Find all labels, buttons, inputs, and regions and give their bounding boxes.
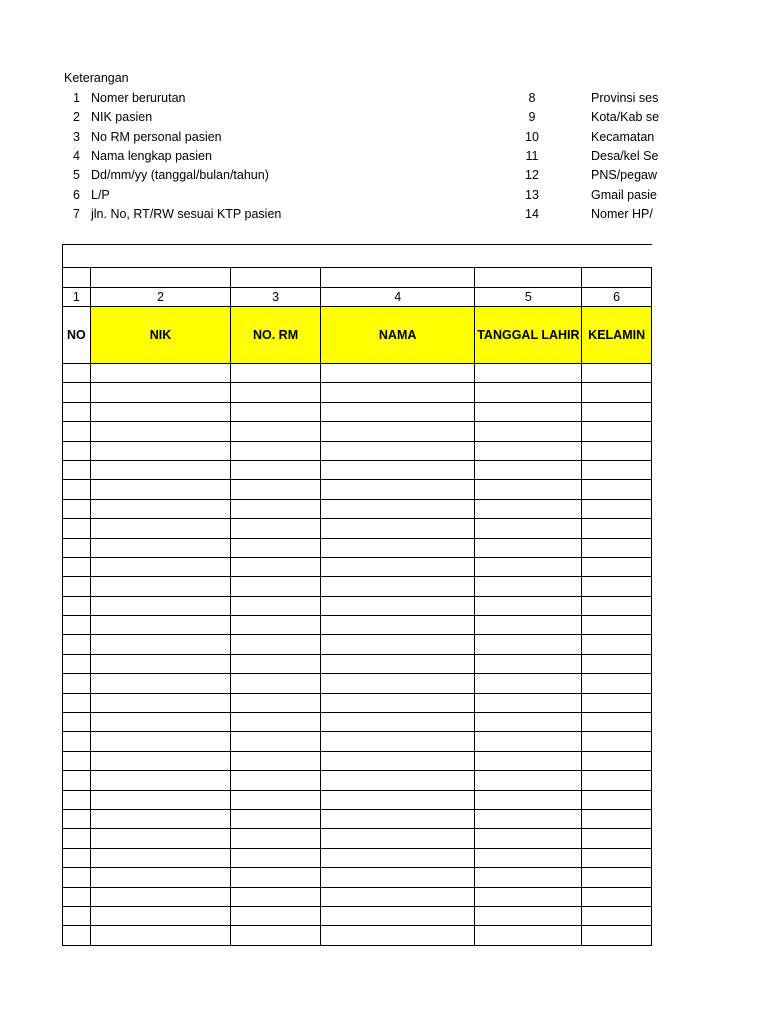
legend-item-text: Kecamatan	[591, 129, 655, 144]
table-cell[interactable]	[90, 402, 230, 421]
table-cell[interactable]	[90, 693, 230, 712]
table-cell[interactable]	[582, 674, 652, 693]
table-cell[interactable]	[231, 519, 321, 538]
legend-item-number: 7	[73, 206, 80, 221]
table-cell[interactable]	[231, 364, 321, 383]
table-cell[interactable]	[63, 809, 91, 828]
table-cell[interactable]	[231, 557, 321, 576]
table-cell[interactable]	[63, 848, 91, 867]
table-cell[interactable]	[582, 887, 652, 906]
table-row	[63, 829, 652, 848]
table-cell[interactable]	[475, 364, 582, 383]
header-kelamin[interactable]: KELAMIN	[582, 307, 652, 364]
table-cell[interactable]	[320, 268, 475, 288]
table-cell[interactable]	[63, 654, 91, 673]
table-row	[63, 751, 652, 770]
legend-item	[0, 89, 768, 108]
table-header-row	[63, 307, 652, 364]
table-cell[interactable]	[231, 383, 321, 402]
table-cell[interactable]	[320, 809, 475, 828]
column-number[interactable]: 5	[475, 288, 582, 307]
table-row	[63, 480, 652, 499]
table-cell[interactable]	[320, 364, 475, 383]
table-cell[interactable]	[320, 635, 475, 654]
table-cell[interactable]	[320, 732, 475, 751]
table-cell[interactable]	[320, 557, 475, 576]
table-cell[interactable]	[231, 538, 321, 557]
table-cell[interactable]	[320, 577, 475, 596]
table-cell[interactable]	[90, 383, 230, 402]
table-cell[interactable]	[63, 538, 91, 557]
legend-clip	[0, 0, 660, 230]
table-cell[interactable]	[475, 499, 582, 518]
legend-item-text: Desa/kel Se	[591, 148, 659, 163]
legend-item-number: 13	[525, 187, 539, 202]
table-cell[interactable]	[582, 906, 652, 925]
table-cell[interactable]	[320, 906, 475, 925]
table-cell[interactable]	[63, 268, 91, 288]
table-row	[63, 364, 652, 383]
table-cell[interactable]	[475, 441, 582, 460]
table-cell[interactable]	[582, 383, 652, 402]
table-cell[interactable]	[320, 926, 475, 945]
table-cell[interactable]	[63, 383, 91, 402]
table-cell[interactable]	[582, 422, 652, 441]
header-nik[interactable]: NIK	[90, 307, 230, 364]
table-row	[63, 732, 652, 751]
table-cell[interactable]	[231, 887, 321, 906]
legend-item	[0, 147, 768, 166]
table-cell[interactable]	[231, 268, 321, 288]
table-cell[interactable]	[63, 441, 91, 460]
table-cell[interactable]	[320, 596, 475, 615]
legend-item-text: L/P	[91, 187, 110, 202]
legend-item-text: Kota/Kab se	[591, 110, 660, 125]
table-cell[interactable]	[582, 926, 652, 945]
table-cell[interactable]	[475, 868, 582, 887]
table-cell[interactable]	[475, 906, 582, 925]
table-cell[interactable]	[90, 848, 230, 867]
table-cell[interactable]	[231, 635, 321, 654]
table-cell[interactable]	[582, 499, 652, 518]
table-cell[interactable]	[582, 790, 652, 809]
table-cell[interactable]	[475, 887, 582, 906]
table-cell[interactable]	[320, 383, 475, 402]
table-cell[interactable]	[475, 674, 582, 693]
table-cell[interactable]	[320, 616, 475, 635]
table-cell[interactable]	[90, 441, 230, 460]
table-cell[interactable]	[320, 771, 475, 790]
table-title-cell[interactable]	[63, 245, 652, 268]
table-row	[63, 616, 652, 635]
table-cell[interactable]	[90, 654, 230, 673]
table-row	[63, 402, 652, 421]
legend-section	[0, 0, 768, 230]
table-cell[interactable]	[320, 713, 475, 732]
table-cell[interactable]	[90, 499, 230, 518]
table-cell[interactable]	[90, 596, 230, 615]
legend-item-text: PNS/pegaw	[591, 168, 658, 183]
legend-item-number: 11	[525, 148, 539, 163]
table-cell[interactable]	[63, 887, 91, 906]
table-cell[interactable]	[475, 402, 582, 421]
table-cell[interactable]	[475, 596, 582, 615]
table-cell[interactable]	[320, 422, 475, 441]
table-cell[interactable]	[582, 538, 652, 557]
legend-item-text: Provinsi ses	[591, 91, 659, 105]
table-cell[interactable]	[63, 829, 91, 848]
table-cell[interactable]	[475, 480, 582, 499]
table-cell[interactable]	[63, 596, 91, 615]
table-cell[interactable]	[475, 809, 582, 828]
table-cell[interactable]	[90, 674, 230, 693]
header-nama[interactable]: NAMA	[320, 307, 475, 364]
table-cell[interactable]	[320, 402, 475, 421]
table-cell[interactable]	[90, 577, 230, 596]
table-cell[interactable]	[320, 848, 475, 867]
table-cell[interactable]	[63, 713, 91, 732]
column-number[interactable]: 3	[231, 288, 321, 307]
legend-item-number: 4	[73, 148, 80, 163]
table-cell[interactable]	[320, 674, 475, 693]
table-cell[interactable]	[475, 713, 582, 732]
table-cell[interactable]	[320, 499, 475, 518]
table-row	[63, 713, 652, 732]
column-number[interactable]: 2	[90, 288, 230, 307]
table-cell[interactable]	[90, 751, 230, 770]
legend-item-number: 1	[73, 91, 80, 105]
table-cell[interactable]	[582, 268, 652, 288]
table-cell[interactable]	[582, 654, 652, 673]
table-cell[interactable]	[231, 868, 321, 887]
table-cell[interactable]	[90, 829, 230, 848]
table-cell[interactable]	[63, 693, 91, 712]
table-cell[interactable]	[475, 538, 582, 557]
table-cell[interactable]	[320, 829, 475, 848]
table-cell[interactable]	[231, 499, 321, 518]
table-cell[interactable]	[90, 732, 230, 751]
table-cell[interactable]	[475, 751, 582, 770]
legend-item-text: Nama lengkap pasien	[91, 148, 212, 163]
legend-item	[0, 166, 768, 185]
table-row	[63, 848, 652, 867]
table-cell[interactable]	[320, 693, 475, 712]
table-row	[63, 693, 652, 712]
column-number[interactable]: 1	[63, 288, 91, 307]
table-cell[interactable]	[63, 926, 91, 945]
table-cell[interactable]	[582, 809, 652, 828]
table-row	[63, 887, 652, 906]
table-cell[interactable]	[231, 616, 321, 635]
legend-item-number: 5	[73, 168, 80, 183]
table-cell[interactable]	[475, 268, 582, 288]
table-cell[interactable]	[582, 713, 652, 732]
table-cell[interactable]	[475, 519, 582, 538]
table-cell[interactable]	[320, 460, 475, 479]
table-cell[interactable]	[475, 654, 582, 673]
table-cell[interactable]	[582, 635, 652, 654]
table-cell[interactable]	[320, 480, 475, 499]
table-cell[interactable]	[582, 596, 652, 615]
table-cell[interactable]	[582, 402, 652, 421]
legend-item	[0, 108, 768, 127]
table-cell[interactable]	[582, 557, 652, 576]
table-cell[interactable]	[63, 460, 91, 479]
table-row	[63, 809, 652, 828]
table-cell[interactable]	[582, 441, 652, 460]
table-cell[interactable]	[231, 402, 321, 421]
table-cell[interactable]	[231, 926, 321, 945]
table-cell[interactable]	[475, 635, 582, 654]
legend-item-text: Nomer HP/	[591, 206, 653, 221]
table-cell[interactable]	[231, 693, 321, 712]
table-cell[interactable]	[582, 693, 652, 712]
column-number[interactable]: 4	[320, 288, 475, 307]
table-cell[interactable]	[90, 906, 230, 925]
table-cell[interactable]	[90, 364, 230, 383]
table-cell[interactable]	[475, 829, 582, 848]
legend-item-number: 6	[73, 187, 80, 202]
patient-data-sheet	[62, 244, 652, 946]
legend-item-text: Gmail pasie	[591, 187, 657, 202]
table-cell[interactable]	[582, 480, 652, 499]
table-cell[interactable]	[231, 713, 321, 732]
legend-item-number: 3	[73, 129, 80, 144]
table-row	[63, 441, 652, 460]
table-cell[interactable]	[320, 654, 475, 673]
table-cell[interactable]	[231, 771, 321, 790]
table-row	[63, 926, 652, 945]
legend-item-text: NIK pasien	[91, 110, 153, 125]
table-cell[interactable]	[90, 771, 230, 790]
table-cell[interactable]	[475, 693, 582, 712]
table-cell[interactable]	[63, 732, 91, 751]
legend-item-number: 8	[528, 91, 536, 105]
table-cell[interactable]	[90, 887, 230, 906]
table-cell[interactable]	[320, 887, 475, 906]
table-row	[63, 906, 652, 925]
legend-item-text: jln. No, RT/RW sesuai KTP pasien	[91, 206, 282, 221]
header-no[interactable]: NO	[63, 307, 91, 364]
table-cell[interactable]	[320, 751, 475, 770]
table-cell[interactable]	[231, 674, 321, 693]
table-cell[interactable]	[231, 829, 321, 848]
table-cell[interactable]	[231, 732, 321, 751]
table-cell[interactable]	[320, 519, 475, 538]
legend-item	[0, 128, 768, 147]
table-row	[63, 383, 652, 402]
table-row	[63, 422, 652, 441]
table-cell[interactable]	[475, 926, 582, 945]
table-cell[interactable]	[475, 383, 582, 402]
table-cell[interactable]	[320, 790, 475, 809]
table-cell[interactable]	[475, 771, 582, 790]
table-cell[interactable]	[231, 751, 321, 770]
table-title-row	[63, 245, 652, 268]
table-cell[interactable]	[63, 402, 91, 421]
legend-item-number: 9	[528, 110, 536, 125]
legend-item-text: Nomer berurutan	[91, 91, 186, 105]
table-row	[63, 635, 652, 654]
table-cell[interactable]	[90, 538, 230, 557]
table-blank-row	[63, 268, 652, 288]
table-cell[interactable]	[90, 868, 230, 887]
table-cell[interactable]	[582, 771, 652, 790]
table-cell[interactable]	[582, 751, 652, 770]
table-cell[interactable]	[475, 577, 582, 596]
legend-item	[0, 205, 768, 224]
column-number[interactable]: 6	[582, 288, 652, 307]
table-cell[interactable]	[63, 499, 91, 518]
table-cell[interactable]	[582, 460, 652, 479]
table-row	[63, 538, 652, 557]
table-cell[interactable]	[475, 460, 582, 479]
table-cell[interactable]	[90, 480, 230, 499]
table-cell[interactable]	[231, 790, 321, 809]
table-cell[interactable]	[320, 538, 475, 557]
table-cell[interactable]	[582, 364, 652, 383]
table-cell[interactable]	[63, 771, 91, 790]
table-cell[interactable]	[475, 422, 582, 441]
table-row	[63, 868, 652, 887]
table-cell[interactable]	[90, 790, 230, 809]
legend-title: Keterangan	[64, 71, 129, 85]
table-cell[interactable]	[90, 460, 230, 479]
table-cell[interactable]	[63, 577, 91, 596]
legend-item-text: No RM personal pasien	[91, 129, 222, 144]
table-cell[interactable]	[63, 557, 91, 576]
table-cell[interactable]	[582, 868, 652, 887]
table-cell[interactable]	[231, 654, 321, 673]
table-cell[interactable]	[63, 790, 91, 809]
table-cell[interactable]	[63, 480, 91, 499]
table-cell[interactable]	[231, 460, 321, 479]
table-row	[63, 771, 652, 790]
table-cell[interactable]	[63, 422, 91, 441]
legend-item	[0, 186, 768, 205]
table-cell[interactable]	[582, 732, 652, 751]
table-row	[63, 460, 652, 479]
table-cell[interactable]	[475, 790, 582, 809]
table-cell[interactable]	[231, 906, 321, 925]
header-tanggal-lahir[interactable]: TANGGAL LAHIR	[475, 307, 582, 364]
table-cell[interactable]	[231, 480, 321, 499]
table-row	[63, 519, 652, 538]
table-cell[interactable]	[90, 616, 230, 635]
table-cell[interactable]	[231, 809, 321, 828]
table-cell[interactable]	[63, 616, 91, 635]
table-cell[interactable]	[90, 635, 230, 654]
header-no-rm[interactable]: NO. RM	[231, 307, 321, 364]
legend-item-number: 12	[525, 168, 539, 183]
table-cell[interactable]	[231, 441, 321, 460]
table-cell[interactable]	[582, 829, 652, 848]
table-row	[63, 654, 652, 673]
table-cell[interactable]	[63, 635, 91, 654]
table-cell[interactable]	[582, 616, 652, 635]
table-row	[63, 674, 652, 693]
table-row	[63, 577, 652, 596]
table-row	[63, 790, 652, 809]
table-cell[interactable]	[90, 809, 230, 828]
table-cell[interactable]	[90, 713, 230, 732]
table-cell[interactable]	[475, 616, 582, 635]
table-cell[interactable]	[231, 848, 321, 867]
table-cell[interactable]	[231, 596, 321, 615]
table-cell[interactable]	[320, 868, 475, 887]
table-row	[63, 557, 652, 576]
table-cell[interactable]	[475, 848, 582, 867]
table-row	[63, 499, 652, 518]
table-cell[interactable]	[475, 732, 582, 751]
table-row	[63, 596, 652, 615]
legend-item-number: 14	[525, 206, 539, 221]
legend-item-number: 10	[525, 129, 539, 144]
table-cell[interactable]	[63, 868, 91, 887]
table-cell[interactable]	[63, 906, 91, 925]
table-cell[interactable]	[231, 422, 321, 441]
patient-table	[62, 244, 652, 946]
table-cell[interactable]	[320, 441, 475, 460]
table-cell[interactable]	[582, 848, 652, 867]
table-cell[interactable]	[90, 268, 230, 288]
column-number-row	[63, 288, 652, 307]
legend-item-text: Dd/mm/yy (tanggal/bulan/tahun)	[91, 168, 269, 183]
table-cell[interactable]	[582, 519, 652, 538]
table-cell[interactable]	[63, 519, 91, 538]
table-cell[interactable]	[90, 557, 230, 576]
legend-item-number: 2	[73, 110, 80, 125]
table-cell[interactable]	[63, 751, 91, 770]
table-cell[interactable]	[63, 364, 91, 383]
table-cell[interactable]	[90, 926, 230, 945]
table-cell[interactable]	[90, 519, 230, 538]
table-cell[interactable]	[475, 557, 582, 576]
table-cell[interactable]	[63, 674, 91, 693]
table-cell[interactable]	[90, 422, 230, 441]
table-cell[interactable]	[231, 577, 321, 596]
table-cell[interactable]	[582, 577, 652, 596]
